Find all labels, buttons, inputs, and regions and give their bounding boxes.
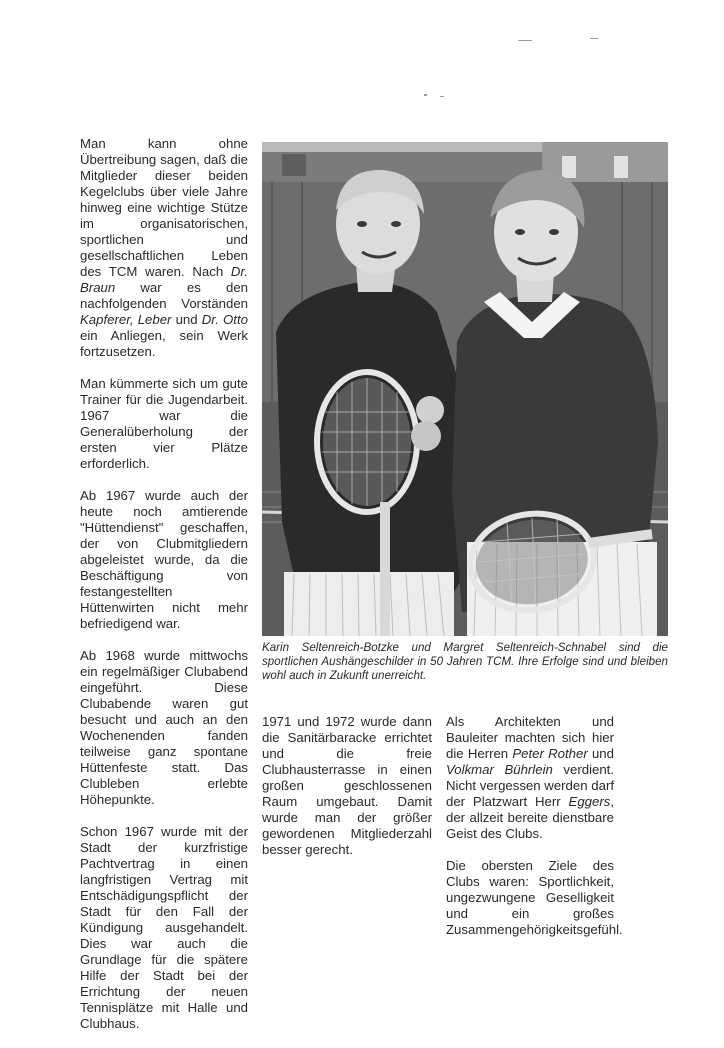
- left-text-column: [80, 136, 248, 1048]
- middle-text-column: [262, 714, 432, 874]
- paragraph-architekten: Als Architekten und Bauleiter machten sich hier die Herren Peter Rother und Volkmar Bührlein verdient. Nicht vergessen werden darf der Platzwart Herr Eggers, der allzeit bereite dienstbare Geist des Clubs.: [446, 714, 614, 841]
- paragraph-kegelclubs: Man kann ohne Übertreibung sagen, daß die Mitglieder dieser beiden Kegelclubs über viele Jahre hinweg eine wichtige Stütze im organisatorischen, sportlichen und gesellschaftlichen Leben des TCM waren. Nach Dr. Braun war es den nachfolgenden Vorständen Kapferer, Leber und Dr. Otto ein Anliegen, sein Werk fortzusetzen.: [80, 136, 248, 359]
- paragraph-clubabend: Ab 1968 wurde mittwochs ein regelmäßiger Clubabend eingeführt. Diese Clubabende waren gut besucht und auch an den Wochenenden fanden teilweise ganz spontane Hüttenfeste statt. Das Clubleben erlebte Höhepunkte.: [80, 648, 248, 807]
- photo-caption: Karin Seltenreich-Botzke und Margret Seltenreich-Schnabel sind die sportlichen Aushängeschilder in 50 Jahren TCM. Ihre Erfolge sind und bleiben wohl auch in Zukunft unerreicht.: [262, 641, 668, 682]
- paragraph-huettendienst: Ab 1967 wurde auch der heute noch amtierende "Hüttendienst" geschaffen, der von Clubmitgliedern abgeleistet wurde, da die Beschäftigung von festangestellten Hüttenwirten nicht mehr befriedigend war.: [80, 488, 248, 631]
- names-kapferer-leber: Kapferer, Leber: [80, 312, 172, 327]
- name-dr-braun: Dr. Braun: [80, 264, 248, 295]
- photo-illustration: [262, 142, 668, 636]
- paragraph-sanitaerbaracke: 1971 und 1972 wurde dann die Sanitärbaracke errichtet und die freie Clubhausterrasse in einen großen geschlossenen Raum umgebaut. Damit wurde man der größer gewordenen Mitgliederzahl besser gerecht.: [262, 714, 432, 857]
- name-peter-rother: Peter Rother: [512, 746, 588, 761]
- paragraph-jugendarbeit: Man kümmerte sich um gute Trainer für die Jugendarbeit. 1967 war die Generalüberholung der ersten vier Plätze erforderlich.: [80, 376, 248, 471]
- name-volkmar-buehrlein: Volkmar Bührlein: [446, 762, 553, 777]
- paragraph-pachtvertrag: Schon 1967 wurde mit der Stadt der kurzfristige Pachtvertrag in einen langfristigen Vertrag mit Entschädigungspflicht der Stadt für den Fall der Kündigung ausgehandelt. Dies war auch die Grundlage für die spätere Hilfe der Stadt bei der Errichtung der neuen Tennisplätze mit Halle und Clubhaus.: [80, 824, 248, 1031]
- photo-tennis-players: [262, 142, 668, 636]
- scan-speck: [424, 94, 427, 96]
- paragraph-ziele: Die obersten Ziele des Clubs waren: Sportlichkeit, ungezwungene Geselligkeit und ein großes Zusammengehörigkeitsgefühl.: [446, 858, 623, 937]
- scan-speck: [440, 96, 444, 97]
- name-eggers: Eggers: [568, 794, 611, 809]
- scan-speck: [590, 38, 598, 39]
- scan-speck: [518, 40, 532, 41]
- right-text-column: [446, 714, 623, 954]
- name-dr-otto: Dr. Otto: [201, 312, 248, 327]
